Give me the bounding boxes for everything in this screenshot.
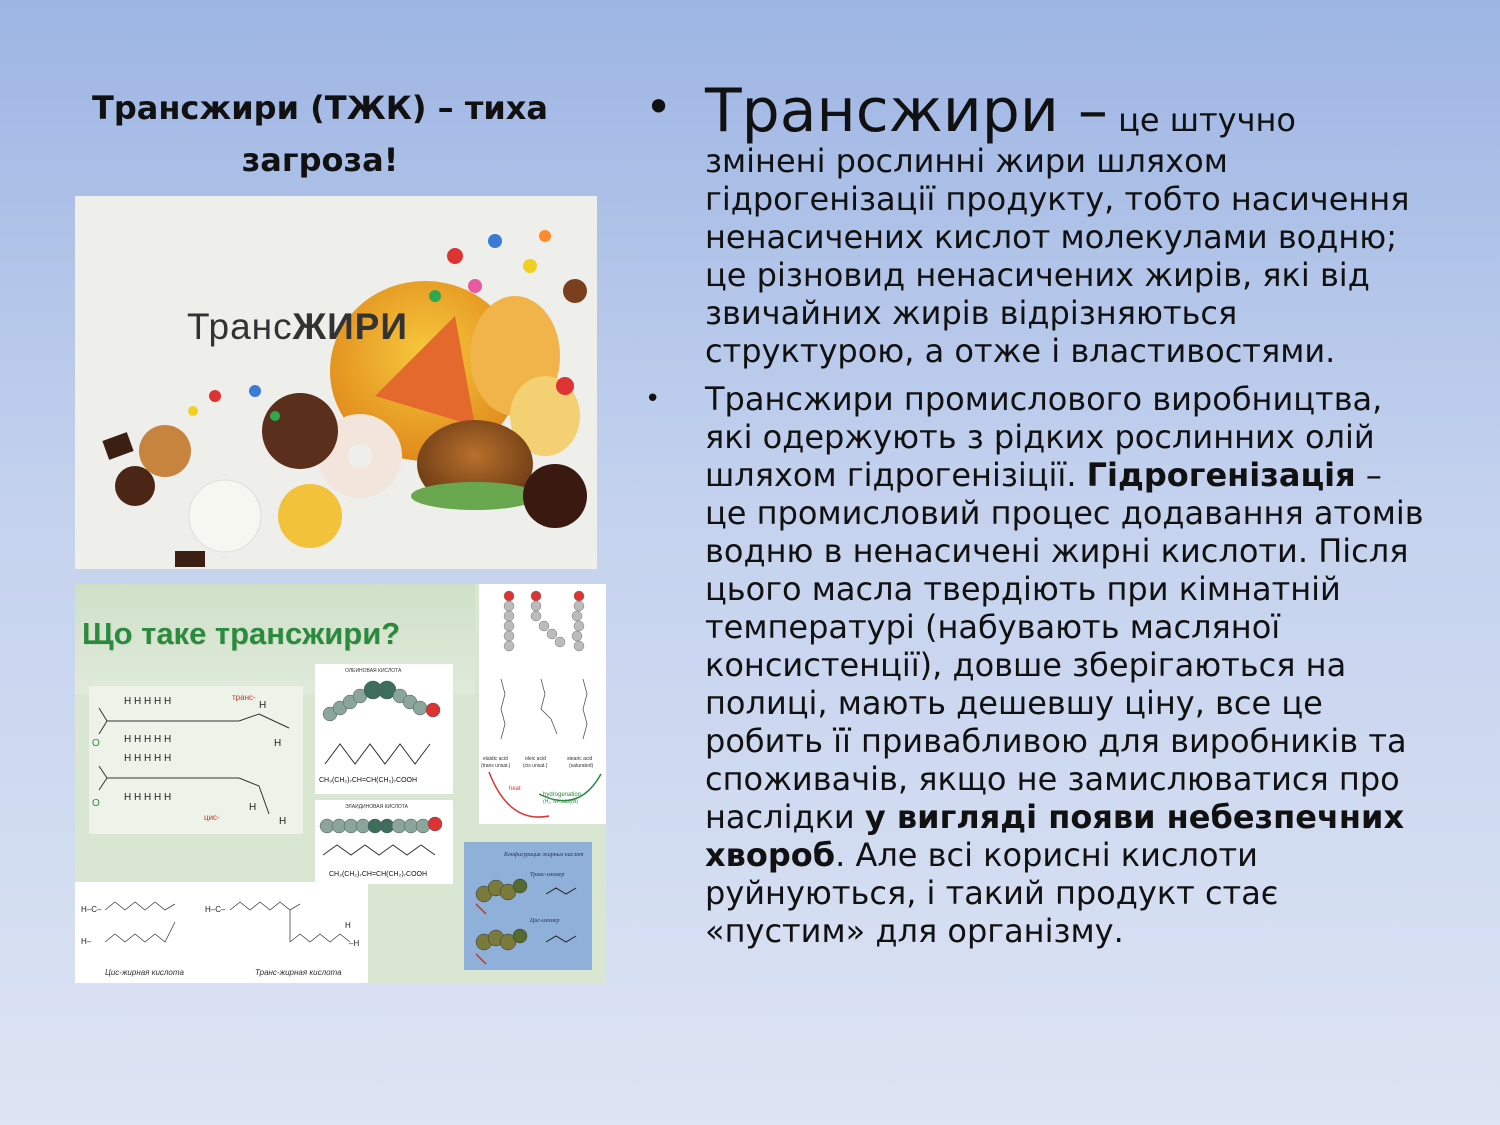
bullet-2-bold-phrase: у вигляді появи небезпечних хвороб <box>705 798 1405 874</box>
elaidic-acid-panel <box>315 800 453 884</box>
svg-text:O: O <box>92 798 100 809</box>
oleic-acid-sub: (cis unsat.) <box>523 763 548 769</box>
bullet-2-part-2: – це промисловий процес додавання атомів водню в ненасичені жирні кислоти. Після цього масла твердіють при кімнатній температурі (набувають масляної консистенції), довше зберігаються на полиці, мають дешевшу ціну, все це робить її привабливою для виробників та споживачів, якщо не замислюватися про наслідки <box>705 456 1424 836</box>
caption-regular: Транс <box>187 306 293 347</box>
slide-title <box>85 82 555 186</box>
svg-text:H H H H H: H H H H H <box>124 792 172 803</box>
svg-text:H–: H– <box>81 937 92 946</box>
bullet-2-part-3: . Але всі корисні кислоти руйнуються, і такий продукт стає «пустим» для організму. <box>705 836 1279 950</box>
title-line-2: загроза! <box>241 141 399 179</box>
elaidic-acid-sub: (trans unsat.) <box>481 763 511 769</box>
content-bullets <box>645 76 1425 960</box>
svg-text:O: O <box>92 738 100 749</box>
bullet-dot: • <box>645 384 661 414</box>
catalyst-label: (H₂, Ni-catalyst) <box>543 799 578 805</box>
trans-fat-food-image <box>75 196 597 569</box>
cis-caption: Цис-жирная кислота <box>105 968 184 977</box>
elaidic-acid-label: elaidic acid <box>483 756 508 762</box>
hydrogenation-label: hydrogenation <box>543 792 582 798</box>
oleic-acid-label: oleic acid <box>525 756 546 762</box>
skeletal-formula-diagram <box>75 882 368 983</box>
stearic-acid-label: stearic acid <box>567 756 593 762</box>
bullet-2-part-1: Трансжири промислового виробництва, які одержують з рідких рослинних олій шляхом гідрогенізіції. <box>705 380 1383 494</box>
svg-text:H H H H H: H H H H H <box>124 696 172 707</box>
svg-text:H: H <box>274 738 282 749</box>
trans-caption: Транс-жирная кислота <box>255 968 342 977</box>
bullet-dot: • <box>645 80 673 134</box>
trans-fat-chemistry-image <box>75 584 606 983</box>
oleic-acid-model <box>315 664 453 794</box>
configuration-panel <box>464 842 592 970</box>
svg-text:H–C–: H–C– <box>81 905 102 914</box>
oleic-formula: CH₃(CH₂)₇CH=CH(CH₂)₇COOH <box>319 777 418 784</box>
caption-bold: ЖИРИ <box>292 306 408 347</box>
bullet-1 <box>645 76 1425 370</box>
svg-text:H: H <box>279 816 287 827</box>
structural-formula-diagram <box>89 686 303 834</box>
stearic-acid-sub: (saturated) <box>569 763 594 769</box>
svg-text:H: H <box>249 802 257 813</box>
food-illustration <box>75 196 597 569</box>
bullet-1-text: це штучно змінені рослинні жири шляхом гідрогенізації продукту, тобто насичення ненасичених кислот молекулами водню; це різновид ненасичених жирів, які від звичайних жирів відрізняються структурою, а отже і властивостями. <box>705 101 1410 370</box>
svg-text:H: H <box>259 700 267 711</box>
svg-text:–H: –H <box>349 939 360 948</box>
oleic-top-label: ОЛЕИНОВАЯ КИСЛОТА <box>345 668 402 674</box>
title-line-1: Трансжири (ТЖК) – тиха <box>91 89 549 127</box>
configuration-diagram <box>464 842 592 970</box>
fatty-acid-3d-models <box>479 584 606 824</box>
svg-text:H H H H H: H H H H H <box>124 753 172 764</box>
trans-isomer-label: Транс-изомер <box>530 872 565 878</box>
skeletal-formula-panel <box>75 882 368 983</box>
svg-text:H: H <box>345 921 351 930</box>
elaidic-acid-model <box>315 800 453 884</box>
bullet-2-bold-term: Гідрогенізація <box>1086 456 1356 494</box>
chem-heading: Що таке трансжири? <box>82 616 401 651</box>
cis-label: цис- <box>204 813 220 822</box>
config-title: Конфигурация жирных кислот <box>504 852 584 858</box>
svg-text:H–C–: H–C– <box>205 905 226 914</box>
elaidic-formula: CH₃(CH₂)₇CH=CH(CH₂)₇COOH <box>329 871 428 878</box>
cis-isomer-label: Цис-изомер <box>530 918 560 924</box>
bullet-2 <box>645 380 1425 950</box>
fatty-acid-3d-panel <box>479 584 606 824</box>
trans-label: транс- <box>232 693 256 702</box>
bullet-1-lead: Трансжири – <box>705 76 1108 146</box>
food-image-caption <box>187 306 408 348</box>
heat-label: heat <box>509 786 521 792</box>
structural-formula-panel <box>89 686 303 834</box>
elaidic-top-label: ЭЛАИДИНОВАЯ КИСЛОТА <box>345 804 408 810</box>
svg-text:H H H H H: H H H H H <box>124 734 172 745</box>
oleic-acid-panel <box>315 664 453 794</box>
